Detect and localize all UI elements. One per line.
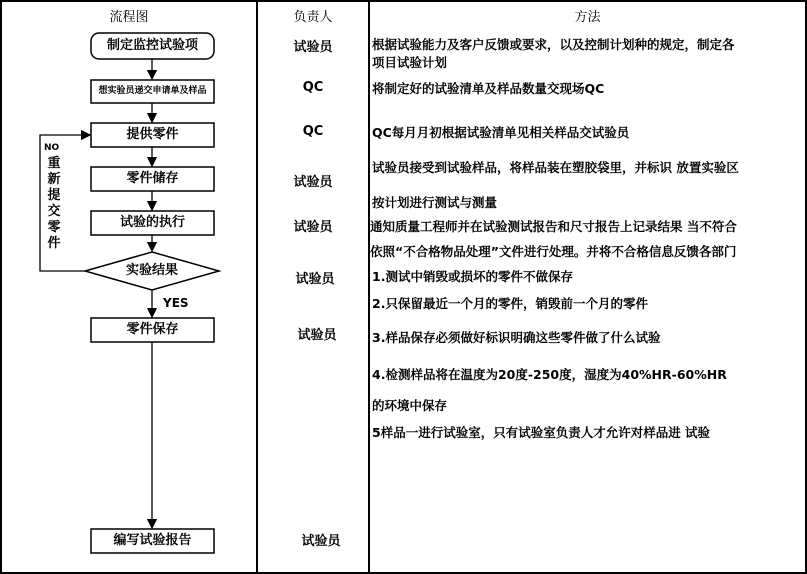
header-method: 方法 [574,10,601,25]
yes-label: YES [163,296,189,310]
owner-8: 试验员 [301,534,341,549]
method-line-12: 4.检测样品将在温度为20度-250度，湿度为40%HR-60%HR [372,367,727,382]
header-owner: 负责人 [293,10,333,25]
loop-label: 重新提交零件 [47,156,61,251]
method-line-3: 将制定好的试验清单及样品数量交现场QC [372,81,605,96]
step-label-7: 零件保存 [126,322,179,338]
step-label-3: 提供零件 [126,127,179,143]
method-line-4: QC每月月初根据试验清单见相关样品交试验员 [372,125,630,140]
method-line-8: 依照“不合格物品处理”文件进行处理。并将不合格信息反馈各部门 [370,244,737,259]
owner-1: 试验员 [293,40,333,55]
step-label-4: 零件储存 [126,171,179,187]
method-line-11: 3.样品保存必须做好标识明确这些零件做了什么试验 [372,330,661,345]
owner-2: QC [302,80,324,95]
method-line-13: 的环境中保存 [372,398,448,413]
owner-5: 试验员 [293,220,333,235]
owner-6: 试验员 [295,272,335,287]
method-line-9: 1.测试中销毁或损坏的零件不做保存 [372,269,573,284]
method-line-7: 通知质量工程师并在试验测试报告和尺寸报告上记录结果 当不符合 [370,219,737,234]
method-line-14: 5样品一进行试验室，只有试验室负责人才允许对样品进 试验 [372,425,711,440]
owner-4: 试验员 [293,175,333,190]
no-label: NO [44,143,60,153]
method-line-1: 根据试验能力及客户反馈或要求，以及控制计划种的规定，制定各 [372,37,735,52]
owner-3: QC [302,124,324,139]
step-label-5: 试验的执行 [119,215,185,231]
method-line-5: 试验员接受到试验样品，将样品装在塑胶袋里，并标识 放置实验区 [372,160,739,175]
decision-label: 实验结果 [125,263,178,279]
owner-7: 试验员 [297,328,337,343]
header-flow: 流程图 [109,10,149,25]
method-line-10: 2.只保留最近一个月的零件，销毁前一个月的零件 [372,296,648,311]
step-label-1: 制定监控试验项 [106,38,198,54]
method-line-2: 项目试验计划 [372,55,448,70]
method-line-6: 按计划进行测试与测量 [372,195,498,210]
step-label-2: 想实验员递交申请单及样品 [98,85,207,96]
step-label-8: 编写试验报告 [113,533,192,549]
